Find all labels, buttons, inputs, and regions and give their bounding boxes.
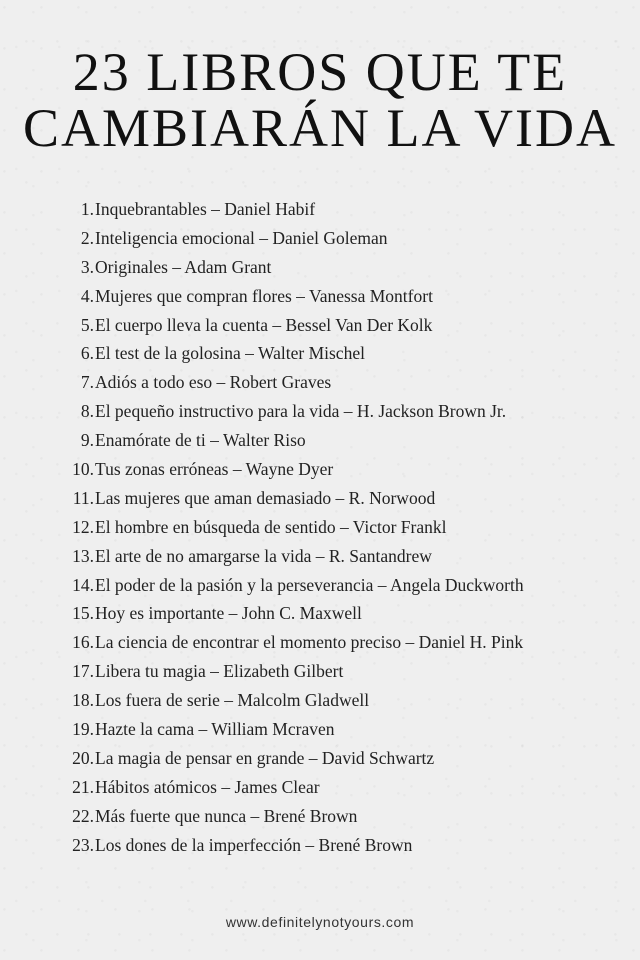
list-item-number: 1.: [80, 199, 94, 219]
title-line-1: 23 LIBROS QUE TE: [72, 42, 568, 102]
list-item-title: Originales – Adam Grant: [95, 256, 272, 277]
title-line-2: CAMBIARÁN LA VIDA: [22, 98, 618, 158]
list-item-title: El poder de la pasión y la perseverancia – Angela Duckworth: [95, 574, 524, 595]
list-item-number: 16.: [72, 632, 94, 653]
list-item: [0, 430, 640, 459]
list-item: [0, 459, 640, 488]
list-item-number: 4.: [80, 285, 94, 306]
list-item-title: El pequeño instructivo para la vida – H. Jackson Brown Jr.: [95, 401, 507, 422]
list-item-number: 11.: [72, 487, 94, 508]
list-item: [0, 661, 640, 690]
footer-url: www.definitelynotyours.com: [225, 914, 415, 930]
list-item-number: 6.: [80, 343, 94, 364]
list-item-title: Los dones de la imperfección – Brené Brown: [95, 834, 413, 855]
list-item-number: 17.: [72, 661, 94, 682]
list-item-title: Tus zonas erróneas – Wayne Dyer: [95, 459, 334, 480]
list-item: [0, 806, 640, 835]
list-item: [0, 488, 640, 517]
list-item-number: 10.: [72, 459, 94, 480]
list-item: [0, 401, 640, 430]
list-item-title: La ciencia de encontrar el momento preciso – Daniel H. Pink: [95, 632, 524, 653]
list-item: [0, 257, 640, 286]
list-item-title: El hombre en búsqueda de sentido – Victor Frankl: [95, 516, 447, 537]
list-item-number: 5.: [80, 314, 94, 335]
list-item-number: 2.: [80, 227, 94, 248]
list-item-title: El arte de no amargarse la vida – R. Santandrew: [95, 545, 432, 566]
list-item: [0, 835, 640, 864]
list-item: [0, 372, 640, 401]
list-item-title: Inquebrantables – Daniel Habif: [95, 199, 316, 219]
list-item-title: Los fuera de serie – Malcolm Gladwell: [95, 690, 370, 711]
list-item: [0, 546, 640, 575]
list-item: [0, 343, 640, 372]
list-item-number: 8.: [80, 401, 94, 422]
list-item-title: Hoy es importante – John C. Maxwell: [95, 603, 362, 624]
list-item-title: Enamórate de ti – Walter Riso: [95, 430, 306, 451]
list-item-number: 19.: [72, 719, 94, 740]
list-item-title: Inteligencia emocional – Daniel Goleman: [95, 227, 388, 248]
list-item-number: 23.: [72, 834, 94, 855]
list-item-number: 12.: [72, 516, 94, 537]
list-item-title: Adiós a todo eso – Robert Graves: [95, 372, 332, 393]
list-item: [0, 748, 640, 777]
list-item-title: Las mujeres que aman demasiado – R. Norwood: [95, 487, 436, 508]
list-item-title: Hazte la cama – William Mcraven: [95, 719, 335, 740]
list-item: [0, 286, 640, 315]
list-item-number: 22.: [72, 805, 94, 826]
list-item-number: 15.: [72, 603, 94, 624]
list-item-number: 3.: [80, 256, 94, 277]
list-item-number: 9.: [80, 430, 94, 451]
list-item-number: 20.: [72, 747, 94, 768]
list-item-title: Libera tu magia – Elizabeth Gilbert: [95, 661, 344, 682]
list-item-title: El cuerpo lleva la cuenta – Bessel Van Der Kolk: [95, 314, 433, 335]
book-list: [0, 199, 640, 863]
list-item-title: Más fuerte que nunca – Brené Brown: [95, 805, 358, 826]
list-item: [0, 315, 640, 344]
list-item-number: 14.: [72, 574, 94, 595]
list-item: [0, 517, 640, 546]
list-item-title: Mujeres que compran flores – Vanessa Montfort: [95, 285, 433, 306]
list-item: [0, 575, 640, 604]
list-item: [0, 777, 640, 806]
list-item-number: 18.: [72, 690, 94, 711]
list-item: [0, 228, 640, 257]
list-item: [0, 199, 640, 228]
list-item: [0, 603, 640, 632]
list-item-number: 21.: [72, 776, 94, 797]
list-item-title: Hábitos atómicos – James Clear: [95, 776, 320, 797]
list-item-title: La magia de pensar en grande – David Schwartz: [95, 747, 435, 768]
list-item: [0, 632, 640, 661]
list-item-title: El test de la golosina – Walter Mischel: [95, 343, 365, 364]
page-title: [0, 44, 640, 156]
list-item-number: 13.: [72, 545, 94, 566]
list-item: [0, 719, 640, 748]
list-item: [0, 690, 640, 719]
list-item-number: 7.: [80, 372, 94, 393]
